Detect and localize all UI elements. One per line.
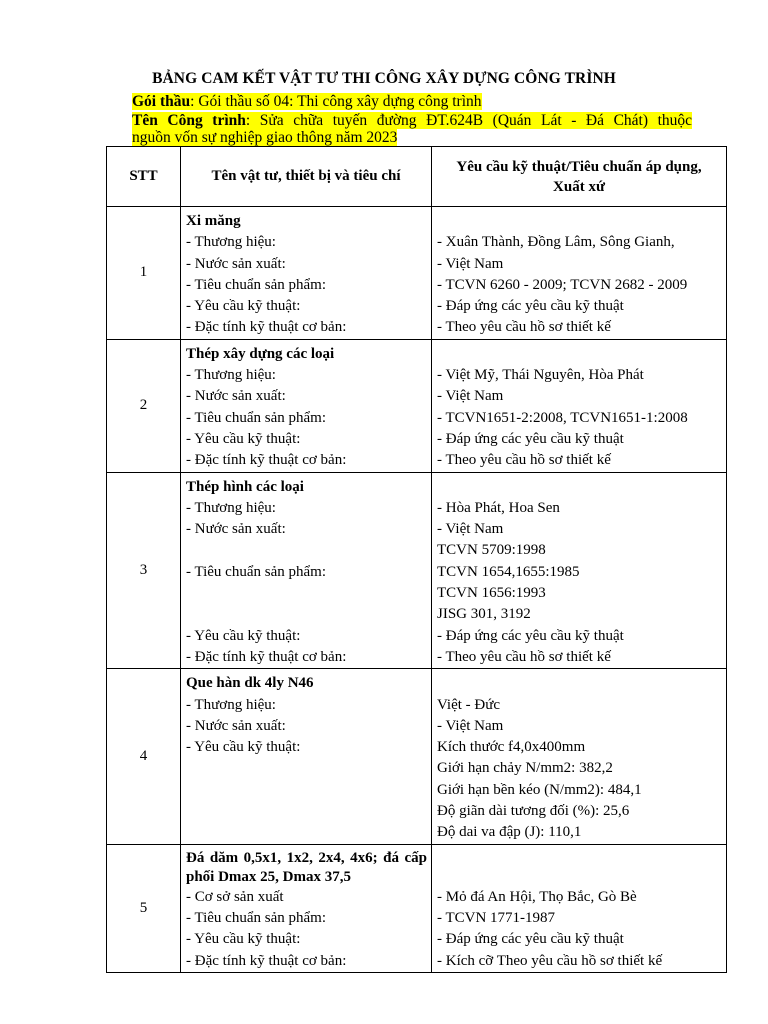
- criterion-label: - Đặc tính kỹ thuật cơ bản:: [186, 952, 347, 969]
- criterion-label: [186, 583, 431, 604]
- spec-spacer: [437, 673, 726, 694]
- spec-line: - Đáp ứng các yêu cầu kỹ thuật: [437, 627, 624, 644]
- criterion-label: - Đặc tính kỹ thuật cơ bản:: [186, 319, 347, 336]
- spec-line: - Xuân Thành, Đồng Lâm, Sông Gianh,: [437, 234, 675, 251]
- spec-line: TCVN 1654,1655:1985: [437, 563, 580, 580]
- spec-spacer: [437, 849, 726, 887]
- criterion-label: - Nước sản xuất:: [186, 717, 286, 734]
- spec-line: Độ dai va đập (J): 110,1: [437, 824, 582, 841]
- spec-line: Giới hạn bền kéo (N/mm2): 484,1: [437, 781, 642, 798]
- material-title: Đá dăm 0,5x1, 1x2, 2x4, 4x6; đá cấp phối Dmax 25, Dmax 37,5: [186, 849, 427, 885]
- spec-line: Giới hạn chảy N/mm2: 382,2: [437, 760, 613, 777]
- criterion-label: - Thương hiệu:: [186, 499, 276, 516]
- table-row: [107, 472, 727, 669]
- spec-line: - Theo yêu cầu hồ sơ thiết kế: [437, 452, 611, 469]
- spec-line: - Đáp ứng các yêu cầu kỹ thuật: [437, 931, 624, 948]
- criterion-label: - Nước sản xuất:: [186, 388, 286, 405]
- criterion-label: - Tiêu chuẩn sản phẩm:: [186, 409, 326, 426]
- material-title: Xi măng: [186, 213, 241, 229]
- criterion-label: - Nước sản xuất:: [186, 521, 286, 538]
- spec-line: - TCVN1651-2:2008, TCVN1651-1:2008: [437, 409, 688, 426]
- criterion-label: - Đặc tính kỹ thuật cơ bản:: [186, 452, 347, 469]
- document-title: BẢNG CAM KẾT VẬT TƯ THI CÔNG XÂY DỰNG CÔNG TRÌNH: [152, 70, 616, 87]
- package-label: Gói thầu: [132, 93, 191, 110]
- spec-line: - Đáp ứng các yêu cầu kỹ thuật: [437, 430, 624, 447]
- spec-line: - Kích cỡ Theo yêu cầu hồ sơ thiết kế: [437, 952, 663, 969]
- row-name-cell: [181, 669, 432, 844]
- package-line: [132, 92, 692, 111]
- spec-line: Độ giãn dài tương đối (%): 25,6: [437, 803, 630, 820]
- table-row: [107, 844, 727, 972]
- project-line-2: [132, 128, 692, 147]
- criterion-label: - Yêu cầu kỹ thuật:: [186, 931, 301, 948]
- criterion-label: - Thương hiệu:: [186, 696, 276, 713]
- spec-line: - Đáp ứng các yêu cầu kỹ thuật: [437, 298, 624, 315]
- row-stt: 2: [107, 339, 181, 472]
- criterion-label: - Đặc tính kỹ thuật cơ bản:: [186, 648, 347, 665]
- criterion-label: - Thương hiệu:: [186, 367, 276, 384]
- row-spec-cell: [432, 472, 727, 669]
- project-label: Tên Công trình: [132, 112, 246, 129]
- spec-line: - Việt Nam: [437, 388, 504, 405]
- spec-line: - TCVN 6260 - 2009; TCVN 2682 - 2009: [437, 276, 688, 293]
- header-name: Tên vật tư, thiết bị và tiêu chí: [181, 147, 432, 207]
- table-row: [107, 669, 727, 844]
- table-row: [107, 339, 727, 472]
- row-stt: 1: [107, 207, 181, 340]
- criterion-label: - Yêu cầu kỹ thuật:: [186, 298, 301, 315]
- spec-line: Kích thước f4,0x400mm: [437, 739, 586, 756]
- spec-spacer: [437, 211, 726, 232]
- criterion-label: [186, 540, 431, 561]
- table-row: [107, 207, 727, 340]
- spec-line: JISG 301, 3192: [437, 606, 531, 623]
- header-spec: Yêu cầu kỹ thuật/Tiêu chuẩn áp dụng, Xuất xứ: [432, 147, 727, 207]
- spec-line: Việt - Đức: [437, 696, 501, 713]
- criterion-label: - Yêu cầu kỹ thuật:: [186, 739, 301, 756]
- material-title: Que hàn dk 4ly N46: [186, 675, 314, 692]
- criterion-label: - Tiêu chuẩn sản phẩm:: [186, 563, 326, 580]
- spec-line: - Việt Nam: [437, 255, 504, 272]
- spec-line: - Theo yêu cầu hồ sơ thiết kế: [437, 319, 611, 336]
- row-spec-cell: [432, 844, 727, 972]
- spec-line: - Việt Nam: [437, 717, 504, 734]
- criterion-label: - Nước sản xuất:: [186, 255, 286, 272]
- table-header-row: [107, 147, 727, 207]
- row-name-cell: [181, 339, 432, 472]
- spec-spacer: [437, 477, 726, 498]
- spec-line: - Mỏ đá An Hội, Thọ Bắc, Gò Bè: [437, 888, 637, 905]
- row-stt: 5: [107, 844, 181, 972]
- row-spec-cell: [432, 207, 727, 340]
- header-stt: STT: [107, 147, 181, 207]
- row-stt: 4: [107, 669, 181, 844]
- package-value: : Gói thầu số 04: Thi công xây dựng công trình: [190, 93, 482, 110]
- row-spec-cell: [432, 339, 727, 472]
- materials-table: [106, 146, 727, 973]
- spec-line: - TCVN 1771-1987: [437, 909, 556, 926]
- spec-line: TCVN 1656:1993: [437, 585, 546, 602]
- spec-line: - Theo yêu cầu hồ sơ thiết kế: [437, 648, 611, 665]
- spec-spacer: [437, 344, 726, 365]
- row-name-cell: [181, 472, 432, 669]
- criterion-label: - Cơ sở sản xuất: [186, 888, 284, 905]
- spec-line: - Việt Nam: [437, 521, 504, 538]
- row-name-cell: [181, 844, 432, 972]
- spec-line: - Việt Mỹ, Thái Nguyên, Hòa Phát: [437, 367, 644, 384]
- spec-line: TCVN 5709:1998: [437, 542, 546, 559]
- criterion-label: - Tiêu chuẩn sản phẩm:: [186, 909, 326, 926]
- criterion-label: [186, 604, 431, 625]
- criterion-label: - Yêu cầu kỹ thuật:: [186, 627, 301, 644]
- criterion-label: - Yêu cầu kỹ thuật:: [186, 430, 301, 447]
- criterion-label: - Tiêu chuẩn sản phẩm:: [186, 276, 326, 293]
- criterion-label: - Thương hiệu:: [186, 234, 276, 251]
- project-value-2: nguồn vốn sự nghiệp giao thông năm 2023: [132, 129, 398, 146]
- row-stt: 3: [107, 472, 181, 669]
- material-title: Thép xây dựng các loại: [186, 345, 335, 362]
- row-spec-cell: [432, 669, 727, 844]
- spec-line: - Hòa Phát, Hoa Sen: [437, 499, 560, 516]
- row-name-cell: [181, 207, 432, 340]
- material-title: Thép hình các loại: [186, 478, 304, 495]
- project-value-1: : Sửa chữa tuyến đường ĐT.624B (Quán Lát - Đá Chát) thuộc: [245, 112, 693, 129]
